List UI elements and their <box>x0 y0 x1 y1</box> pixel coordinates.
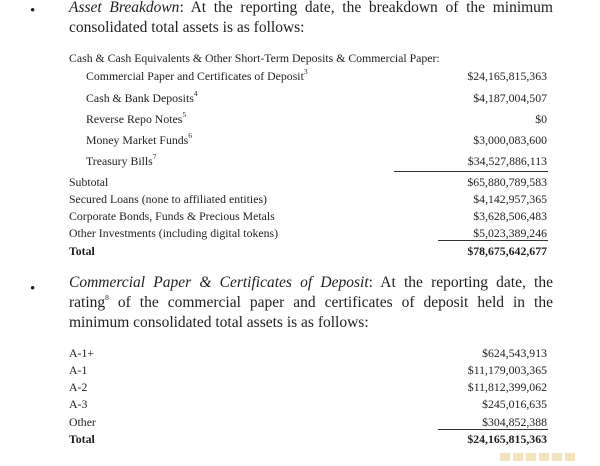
cash-group-label: Cash & Cash Equivalents & Other Short-Term Deposits & Commercial Paper: <box>69 51 440 65</box>
rating-row-label: A-1 <box>69 363 88 377</box>
bullet-1: • <box>30 3 36 19</box>
group-row-label: Reverse Repo Notes$^5$ <box>86 110 187 126</box>
secured-loans-label: Secured Loans (none to affiliated entities) <box>69 192 267 206</box>
group-row-value: $4,187,004,507 <box>473 91 547 105</box>
rating-row-label: A-2 <box>69 380 88 394</box>
rating-total-rule <box>438 429 548 430</box>
bullet-2: • <box>30 281 36 297</box>
group-row-value: $3,000,083,600 <box>473 133 547 147</box>
rating-row-value: $624,543,913 <box>482 346 547 360</box>
group-row-label: Treasury Bills$^7$ <box>86 152 157 168</box>
commercial-paper-paragraph <box>69 273 553 333</box>
commercial-paper-text-2: of the commercial paper and certificates of deposit held in the minimum consolidated total assets is as follows: <box>69 294 553 331</box>
asset-breakdown-paragraph <box>69 0 553 38</box>
group-row-value: $24,165,815,363 <box>467 69 547 83</box>
footnote-marker: 3 <box>303 67 308 77</box>
group-row-label: Money Market Funds$^6$ <box>86 131 192 147</box>
footnote-marker: 6 <box>188 131 192 141</box>
footnote-marker: 5 <box>182 110 187 120</box>
other-investments-value: $5,023,389,246 <box>473 226 547 240</box>
total-value: $78,675,642,677 <box>467 244 547 258</box>
corporate-bonds-label: Corporate Bonds, Funds & Precious Metals <box>69 209 275 223</box>
rating-row-label: A-3 <box>69 397 88 411</box>
subtotal-value: $65,880,789,583 <box>467 175 547 189</box>
group-row-label: Cash & Bank Deposits$^4$ <box>86 89 198 105</box>
rating-total-value: $24,165,815,363 <box>467 432 547 446</box>
subtotal-label: Subtotal <box>69 175 109 189</box>
total-label: Total <box>69 244 95 258</box>
footnote-marker: 8 <box>105 292 109 302</box>
commercial-paper-text-1: : At the reporting date, the rating <box>69 274 553 311</box>
group-row-value: $34,527,886,113 <box>467 154 547 168</box>
corporate-bonds-value: $3,628,506,483 <box>473 209 547 223</box>
group-row-label: Commercial Paper and Certificates of Deposit$^3$ <box>86 67 308 83</box>
footnote-marker: 7 <box>152 152 157 162</box>
rating-row-label: A-1+ <box>69 346 94 360</box>
other-investments-label: Other Investments (including digital tokens) <box>69 226 279 240</box>
asset-breakdown-heading: Asset Breakdown <box>69 0 180 16</box>
group-row-value: $0 <box>535 112 547 126</box>
rating-row-value: $11,179,003,365 <box>467 363 547 377</box>
commercial-paper-heading: Commercial Paper & Certificates of Deposit <box>69 274 369 291</box>
rating-row-value: $245,016,635 <box>482 397 547 411</box>
footnote-marker: 4 <box>193 89 198 99</box>
rating-row-value: $11,812,399,062 <box>467 380 547 394</box>
rating-row-label: Other <box>69 415 96 429</box>
watermark-decoration <box>500 448 592 458</box>
rating-total-label: Total <box>69 432 95 446</box>
asset-breakdown-text: : At the reporting date, the breakdown of the minimum consolidated total assets is as follows: <box>69 0 553 36</box>
subtotal-rule <box>394 171 548 172</box>
secured-loans-value: $4,142,957,365 <box>473 192 547 206</box>
rating-row-value: $304,852,388 <box>482 415 547 429</box>
total-rule <box>438 240 548 241</box>
